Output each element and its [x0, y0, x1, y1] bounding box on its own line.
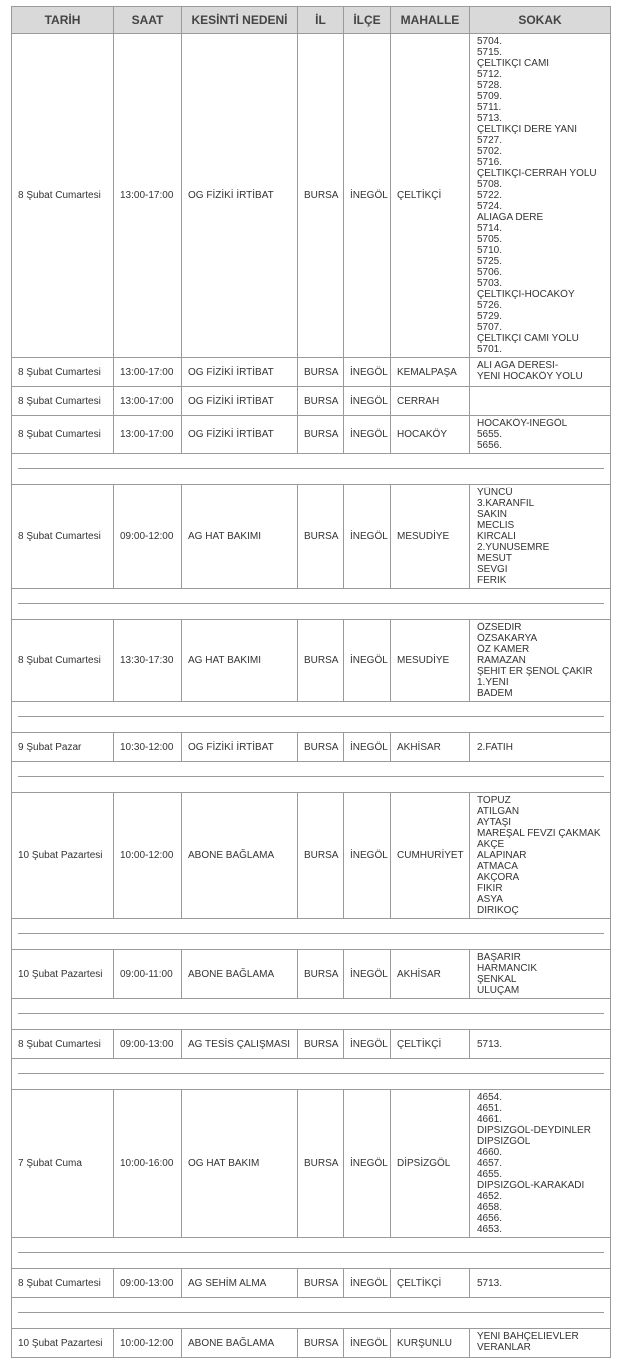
- cell-il: BURSA: [298, 793, 344, 919]
- cell-mahalle: ÇELTİKÇİ: [391, 1269, 470, 1298]
- street-name: ÇELTİKÇİ CAMİ YOLU: [477, 333, 579, 344]
- separator-cell: [12, 454, 611, 485]
- street-name: FİKİR: [477, 883, 503, 894]
- cell-sokak: [470, 34, 611, 358]
- street-name: 5701.: [477, 344, 503, 355]
- street-name: ÇELTİKÇİ CAMİ: [477, 58, 550, 69]
- header-kesinti-nedeni: KESİNTİ NEDENİ: [182, 7, 298, 34]
- cell-tarih: 10 Şubat Pazartesi: [12, 1329, 114, 1358]
- street-name: 4654.: [477, 1092, 503, 1103]
- header-sokak: SOKAK: [470, 7, 611, 34]
- street-name: RAMAZAN: [477, 655, 526, 666]
- street-name: 4658.: [477, 1202, 503, 1213]
- street-name: 5712.: [477, 69, 503, 80]
- table-row: [12, 358, 611, 387]
- cell-il: BURSA: [298, 733, 344, 762]
- street-name: FERİK: [477, 575, 507, 586]
- street-name: HARMANCIK: [477, 963, 538, 974]
- cell-ilce: İNEGÖL: [344, 1090, 391, 1238]
- separator-cell: [12, 589, 611, 620]
- street-name: 5713.: [477, 1038, 503, 1050]
- table-header-row: [12, 7, 611, 34]
- cell-ilce: İNEGÖL: [344, 733, 391, 762]
- street-name: ASYA: [477, 894, 503, 905]
- cell-mahalle: DİPSİZGÖL: [391, 1090, 470, 1238]
- cell-kesinti-nedeni: OG FİZİKİ İRTİBAT: [182, 733, 298, 762]
- cell-kesinti-nedeni: ABONE BAĞLAMA: [182, 950, 298, 999]
- cell-il: BURSA: [298, 1329, 344, 1358]
- street-name: 4660.: [477, 1147, 503, 1158]
- separator-cell: [12, 1238, 611, 1269]
- separator-row: [12, 702, 611, 733]
- street-name: TOPUZ: [477, 795, 511, 806]
- cell-il: BURSA: [298, 950, 344, 999]
- street-name: 5710.: [477, 245, 503, 256]
- street-name: AYTAŞI: [477, 817, 512, 828]
- cell-sokak: [470, 733, 611, 762]
- cell-tarih: 8 Şubat Cumartesi: [12, 416, 114, 454]
- separator-cell: [12, 919, 611, 950]
- header-ilce: İLÇE: [344, 7, 391, 34]
- street-name: ATILGAN: [477, 806, 520, 817]
- separator-row: [12, 919, 611, 950]
- separator-row: [12, 1238, 611, 1269]
- cell-mahalle: MESUDİYE: [391, 485, 470, 589]
- cell-saat: 13:00-17:00: [114, 34, 182, 358]
- table-row: [12, 793, 611, 919]
- street-name: BAŞARIR: [477, 952, 521, 963]
- separator-row: [12, 1298, 611, 1329]
- separator-line: [18, 1312, 604, 1313]
- cell-ilce: İNEGÖL: [344, 950, 391, 999]
- street-name: KIRCALİ: [477, 531, 516, 542]
- cell-kesinti-nedeni: AG HAT BAKIMI: [182, 620, 298, 702]
- cell-kesinti-nedeni: ABONE BAĞLAMA: [182, 793, 298, 919]
- outage-table: [11, 6, 611, 1358]
- table-row: [12, 1030, 611, 1059]
- separator-line: [18, 1013, 604, 1014]
- table-row: [12, 485, 611, 589]
- street-name: 5715.: [477, 47, 503, 58]
- cell-tarih: 8 Şubat Cumartesi: [12, 485, 114, 589]
- cell-ilce: İNEGÖL: [344, 1030, 391, 1059]
- street-name: MAREŞAL FEVZİ ÇAKMAK: [477, 828, 601, 839]
- cell-saat: 10:30-12:00: [114, 733, 182, 762]
- cell-il: BURSA: [298, 387, 344, 416]
- street-name: 5707.: [477, 322, 503, 333]
- street-name: 5706.: [477, 267, 503, 278]
- cell-il: BURSA: [298, 358, 344, 387]
- separator-row: [12, 589, 611, 620]
- street-name: ÖZ KAMER: [477, 644, 530, 655]
- cell-mahalle: HOCAKÖY: [391, 416, 470, 454]
- cell-kesinti-nedeni: AG TESİS ÇALIŞMASI: [182, 1030, 298, 1059]
- cell-tarih: 8 Şubat Cumartesi: [12, 620, 114, 702]
- cell-mahalle: ÇELTİKÇİ: [391, 34, 470, 358]
- cell-sokak: [470, 793, 611, 919]
- header-tarih: TARİH: [12, 7, 114, 34]
- cell-ilce: İNEGÖL: [344, 620, 391, 702]
- cell-tarih: 9 Şubat Pazar: [12, 733, 114, 762]
- cell-ilce: İNEGÖL: [344, 1269, 391, 1298]
- header-il: İL: [298, 7, 344, 34]
- street-name: 5725.: [477, 256, 503, 267]
- street-name: ŞEHİT ER ŞENOL ÇAKIR: [477, 666, 593, 677]
- street-name: 4655.: [477, 1169, 503, 1180]
- cell-sokak: [470, 620, 611, 702]
- separator-line: [18, 603, 604, 604]
- cell-kesinti-nedeni: AG SEHİM ALMA: [182, 1269, 298, 1298]
- cell-kesinti-nedeni: OG FİZİKİ İRTİBAT: [182, 387, 298, 416]
- cell-mahalle: AKHİSAR: [391, 950, 470, 999]
- separator-line: [18, 933, 604, 934]
- table-row: [12, 733, 611, 762]
- cell-sokak: [470, 1090, 611, 1238]
- street-name: HOCAKÖY-İNEGÖL: [477, 418, 568, 429]
- cell-ilce: İNEGÖL: [344, 387, 391, 416]
- street-name: 2.FATİH: [477, 741, 513, 753]
- cell-sokak: [470, 1269, 611, 1298]
- separator-line: [18, 776, 604, 777]
- street-name: 5711.: [477, 102, 502, 113]
- street-name: MESUT: [477, 553, 512, 564]
- cell-sokak: [470, 1329, 611, 1358]
- street-name: 3.KARANFİL: [477, 498, 535, 509]
- street-name: ÖZSEDİR: [477, 622, 522, 633]
- cell-ilce: İNEGÖL: [344, 34, 391, 358]
- street-name: 5702.: [477, 146, 503, 157]
- cell-mahalle: CERRAH: [391, 387, 470, 416]
- street-name: 5655.: [477, 429, 503, 440]
- street-name: 5708.: [477, 179, 503, 190]
- cell-tarih: 10 Şubat Pazartesi: [12, 950, 114, 999]
- separator-cell: [12, 999, 611, 1030]
- table-body: [12, 34, 611, 1358]
- street-name: 5729.: [477, 311, 503, 322]
- street-name: 4651.: [477, 1103, 503, 1114]
- street-name: 5709.: [477, 91, 503, 102]
- cell-tarih: 10 Şubat Pazartesi: [12, 793, 114, 919]
- street-name: 2.YUNUSEMRE: [477, 542, 550, 553]
- cell-ilce: İNEGÖL: [344, 485, 391, 589]
- street-name: ALAPINAR: [477, 850, 527, 861]
- cell-saat: 13:30-17:30: [114, 620, 182, 702]
- street-name: ALİ AĞA DERESİ-: [477, 360, 559, 371]
- street-name: 5726.: [477, 300, 503, 311]
- street-name: VERANLAR: [477, 1342, 531, 1353]
- street-name: MECLİS: [477, 520, 515, 531]
- cell-sokak: [470, 387, 611, 416]
- cell-kesinti-nedeni: AG HAT BAKIMI: [182, 485, 298, 589]
- street-name: SAKİN: [477, 509, 508, 520]
- cell-sokak: [470, 1030, 611, 1059]
- separator-cell: [12, 1059, 611, 1090]
- cell-ilce: İNEGÖL: [344, 793, 391, 919]
- street-name: 5714.: [477, 223, 503, 234]
- street-name: 4653.: [477, 1224, 503, 1235]
- cell-tarih: 8 Şubat Cumartesi: [12, 387, 114, 416]
- separator-line: [18, 468, 604, 469]
- street-name: DİPSİZGÖL: [477, 1136, 531, 1147]
- street-name: ŞENKAL: [477, 974, 517, 985]
- cell-saat: 13:00-17:00: [114, 358, 182, 387]
- street-name: ATMACA: [477, 861, 518, 872]
- street-name: DİPSİZGÖL-KARAKADI: [477, 1180, 585, 1191]
- cell-kesinti-nedeni: OG FİZİKİ İRTİBAT: [182, 358, 298, 387]
- cell-kesinti-nedeni: OG FİZİKİ İRTİBAT: [182, 34, 298, 358]
- cell-ilce: İNEGÖL: [344, 1329, 391, 1358]
- street-name: 5656.: [477, 440, 503, 451]
- header-saat: SAAT: [114, 7, 182, 34]
- street-name: 4657.: [477, 1158, 503, 1169]
- cell-saat: 13:00-17:00: [114, 387, 182, 416]
- street-name: 5703.: [477, 278, 503, 289]
- cell-saat: 09:00-12:00: [114, 485, 182, 589]
- cell-tarih: 8 Şubat Cumartesi: [12, 34, 114, 358]
- separator-line: [18, 1073, 604, 1074]
- street-name: 4661.: [477, 1114, 503, 1125]
- separator-row: [12, 762, 611, 793]
- cell-sokak: [470, 416, 611, 454]
- street-name: ÇELTİKÇİ-CERRAH YOLU: [477, 168, 597, 179]
- cell-saat: 10:00-16:00: [114, 1090, 182, 1238]
- street-name: YENİ HOCAKÖY YOLU: [477, 371, 583, 382]
- street-name: 5704.: [477, 36, 503, 47]
- street-name: 1.YENİ: [477, 677, 509, 688]
- cell-saat: 09:00-13:00: [114, 1269, 182, 1298]
- cell-il: BURSA: [298, 1090, 344, 1238]
- street-name: 5722.: [477, 190, 503, 201]
- table-row: [12, 387, 611, 416]
- street-name: 5728.: [477, 80, 503, 91]
- cell-mahalle: ÇELTİKÇİ: [391, 1030, 470, 1059]
- street-name: YÜNCÜ: [477, 487, 513, 498]
- separator-line: [18, 716, 604, 717]
- separator-row: [12, 999, 611, 1030]
- street-name: 5713.: [477, 113, 503, 124]
- street-name: 5716.: [477, 157, 503, 168]
- street-name: 5724.: [477, 201, 503, 212]
- cell-mahalle: CUMHURİYET: [391, 793, 470, 919]
- street-name: 5713.: [477, 1277, 503, 1289]
- cell-il: BURSA: [298, 485, 344, 589]
- cell-tarih: 8 Şubat Cumartesi: [12, 358, 114, 387]
- cell-il: BURSA: [298, 1030, 344, 1059]
- table-row: [12, 34, 611, 358]
- cell-sokak: [470, 485, 611, 589]
- cell-mahalle: KURŞUNLU: [391, 1329, 470, 1358]
- street-name: BADEM: [477, 688, 513, 699]
- street-name: AKÇORA: [477, 872, 520, 883]
- cell-sokak: [470, 950, 611, 999]
- street-name: DİRİKOÇ: [477, 905, 519, 916]
- cell-saat: 09:00-13:00: [114, 1030, 182, 1059]
- cell-kesinti-nedeni: OG FİZİKİ İRTİBAT: [182, 416, 298, 454]
- table-row: [12, 1329, 611, 1358]
- header-mahalle: MAHALLE: [391, 7, 470, 34]
- cell-saat: 13:00-17:00: [114, 416, 182, 454]
- street-name: SEVGİ: [477, 564, 508, 575]
- street-name: ÇELTİKÇİ DERE YANI: [477, 124, 578, 135]
- cell-mahalle: MESUDİYE: [391, 620, 470, 702]
- separator-cell: [12, 1298, 611, 1329]
- separator-row: [12, 454, 611, 485]
- street-name: 4652.: [477, 1191, 503, 1202]
- separator-cell: [12, 702, 611, 733]
- cell-il: BURSA: [298, 416, 344, 454]
- cell-tarih: 8 Şubat Cumartesi: [12, 1030, 114, 1059]
- table-row: [12, 950, 611, 999]
- cell-tarih: 8 Şubat Cumartesi: [12, 1269, 114, 1298]
- cell-saat: 10:00-12:00: [114, 1329, 182, 1358]
- street-name: AKÇE: [477, 839, 505, 850]
- cell-saat: 09:00-11:00: [114, 950, 182, 999]
- cell-ilce: İNEGÖL: [344, 416, 391, 454]
- street-name: ALİAĞA DERE: [477, 212, 544, 223]
- cell-sokak: [470, 358, 611, 387]
- street-name: 4656.: [477, 1213, 503, 1224]
- cell-saat: 10:00-12:00: [114, 793, 182, 919]
- street-name: YENİ BAHÇELİEVLER: [477, 1331, 579, 1342]
- table-row: [12, 1090, 611, 1238]
- cell-kesinti-nedeni: ABONE BAĞLAMA: [182, 1329, 298, 1358]
- street-name: ÇELTİKÇİ-HOCAKÖY: [477, 289, 575, 300]
- table-row: [12, 1269, 611, 1298]
- cell-mahalle: KEMALPAŞA: [391, 358, 470, 387]
- street-name: 5705.: [477, 234, 503, 245]
- cell-il: BURSA: [298, 620, 344, 702]
- separator-line: [18, 1252, 604, 1253]
- table-row: [12, 620, 611, 702]
- cell-mahalle: AKHİSAR: [391, 733, 470, 762]
- street-name: 5727.: [477, 135, 503, 146]
- street-name: ULUÇAM: [477, 985, 520, 996]
- cell-tarih: 7 Şubat Cuma: [12, 1090, 114, 1238]
- street-name: DİPSİZGÖL-DEYDİNLER: [477, 1125, 591, 1136]
- cell-ilce: İNEGÖL: [344, 358, 391, 387]
- table-row: [12, 416, 611, 454]
- cell-il: BURSA: [298, 1269, 344, 1298]
- separator-row: [12, 1059, 611, 1090]
- street-name: ÖZSAKARYA: [477, 633, 538, 644]
- cell-kesinti-nedeni: OG HAT BAKIM: [182, 1090, 298, 1238]
- cell-il: BURSA: [298, 34, 344, 358]
- separator-cell: [12, 762, 611, 793]
